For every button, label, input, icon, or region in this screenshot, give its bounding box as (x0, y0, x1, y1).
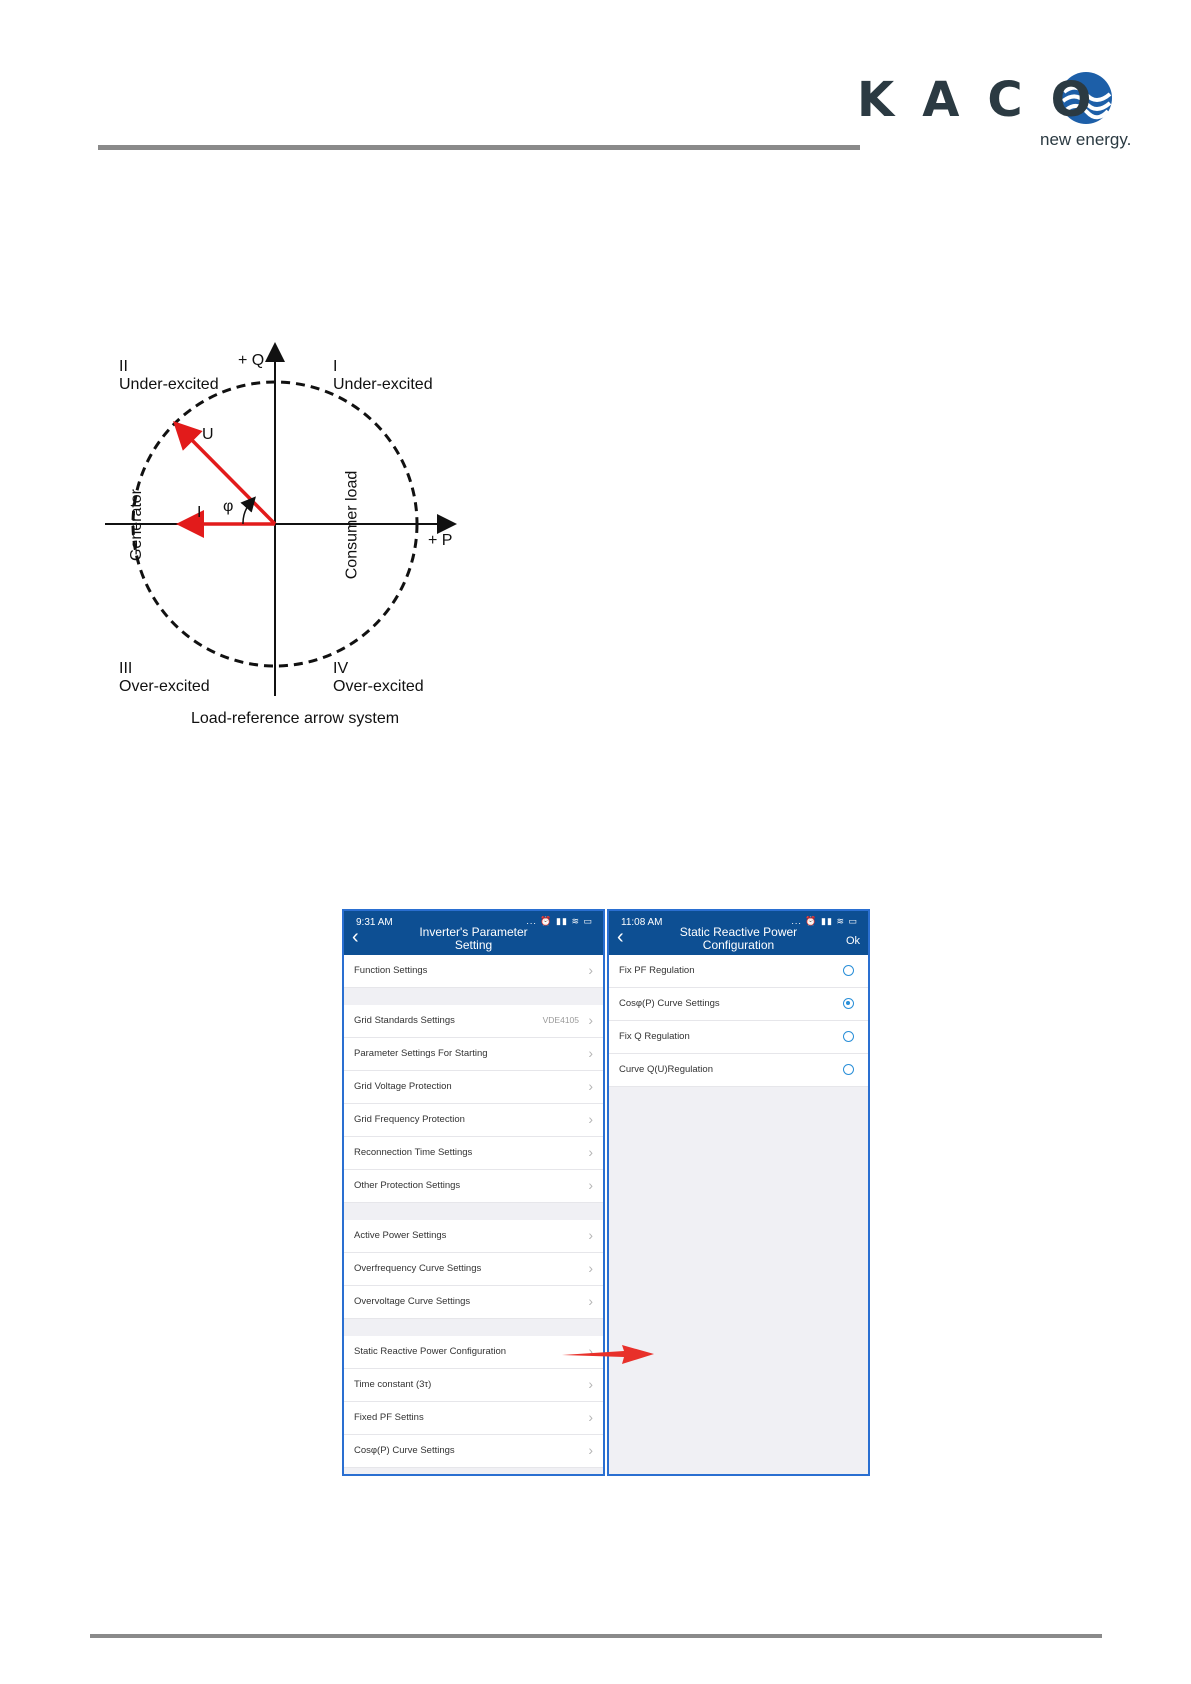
logo-text: KACO (857, 72, 1120, 128)
option-label: Cosφ(P) Curve Settings (619, 998, 720, 1009)
screen-title-line2: Configuration (702, 938, 775, 952)
settings-item-grid-voltage[interactable] (344, 1071, 603, 1104)
settings-item-function[interactable] (344, 955, 603, 988)
radio-icon[interactable] (843, 1031, 854, 1042)
radio-selected-icon[interactable] (843, 998, 854, 1009)
chevron-right-icon: › (588, 1343, 593, 1359)
phone-screen-parameter-setting (342, 909, 605, 1476)
consumer-load-label: Consumer load (343, 470, 361, 580)
settings-item-value: VDE4105 (542, 1015, 579, 1025)
settings-item-label: Parameter Settings For Starting (354, 1048, 488, 1059)
section-gap (344, 988, 603, 1005)
diagram-caption: Load-reference arrow system (191, 710, 400, 727)
settings-item-label: Overfrequency Curve Settings (354, 1263, 482, 1274)
chevron-right-icon: › (588, 1012, 593, 1028)
settings-item-label: Fixed PF Settins (354, 1412, 424, 1423)
settings-item-grid-standards[interactable] (344, 1005, 603, 1038)
settings-item-label: Reconnection Time Settings (354, 1147, 473, 1158)
option-cosphi-curve[interactable] (609, 988, 868, 1021)
status-time: 9:31 AM (356, 917, 393, 928)
chevron-right-icon: › (588, 1078, 593, 1094)
screen-title-line1: Inverter's Parameter (419, 925, 528, 939)
phasor-diagram (95, 340, 475, 740)
settings-item-label: Grid Frequency Protection (354, 1114, 465, 1125)
section-gap (344, 1203, 603, 1220)
settings-item-other-protection[interactable] (344, 1170, 603, 1203)
settings-item-label: Function Settings (354, 965, 428, 976)
status-time: 11:08 AM (621, 917, 663, 928)
options-list (609, 955, 868, 1087)
axis-p-label: + P (428, 532, 453, 549)
vector-u-label: U (202, 426, 214, 443)
radio-icon[interactable] (843, 1064, 854, 1075)
chevron-right-icon: › (588, 1045, 593, 1061)
chevron-right-icon: › (588, 1376, 593, 1392)
chevron-right-icon: › (588, 1293, 593, 1309)
screen-title (649, 926, 828, 952)
app-header (344, 911, 603, 955)
generator-label: Generator (128, 488, 146, 562)
chevron-right-icon: › (588, 1260, 593, 1276)
footer-rule (90, 1634, 1102, 1638)
chevron-right-icon: › (588, 1442, 593, 1458)
settings-item-cosphi-curve[interactable] (344, 1435, 603, 1468)
back-icon[interactable]: ‹ (352, 926, 359, 948)
phone-screen-static-reactive-power (607, 909, 870, 1476)
settings-item-starting[interactable] (344, 1038, 603, 1071)
axis-q-label: + Q (238, 352, 265, 369)
status-icons: ... ⏰ ▮▮ ≋ ▭ (526, 916, 593, 926)
chevron-right-icon: › (588, 1409, 593, 1425)
settings-item-overfrequency[interactable] (344, 1253, 603, 1286)
quadrant-2-numeral: II (119, 358, 128, 375)
settings-list (344, 955, 603, 1468)
phi-label: φ (223, 498, 234, 515)
settings-item-active-power[interactable] (344, 1220, 603, 1253)
option-label: Fix Q Regulation (619, 1031, 690, 1042)
option-label: Fix PF Regulation (619, 965, 695, 976)
ok-button[interactable]: Ok (845, 935, 860, 947)
quadrant-2-label: Under-excited (119, 376, 219, 393)
settings-item-overvoltage[interactable] (344, 1286, 603, 1319)
option-fix-pf[interactable] (609, 955, 868, 988)
settings-item-label: Static Reactive Power Configuration (354, 1346, 507, 1357)
settings-item-label: Grid Standards Settings (354, 1015, 455, 1026)
quadrant-1-numeral: I (333, 358, 338, 375)
quadrant-3-label: Over-excited (119, 678, 210, 695)
settings-item-label: Other Protection Settings (354, 1180, 461, 1191)
chevron-right-icon: › (588, 1177, 593, 1193)
screen-title-line2: Setting (454, 938, 493, 952)
settings-item-grid-frequency[interactable] (344, 1104, 603, 1137)
option-curve-qu[interactable] (609, 1054, 868, 1087)
settings-item-fixed-pf[interactable] (344, 1402, 603, 1435)
screen-title (384, 926, 563, 952)
quadrant-1-label: Under-excited (333, 376, 433, 393)
settings-item-time-constant[interactable] (344, 1369, 603, 1402)
chevron-right-icon: › (588, 1111, 593, 1127)
chevron-right-icon: › (588, 1227, 593, 1243)
settings-item-reconnection[interactable] (344, 1137, 603, 1170)
chevron-right-icon: › (588, 962, 593, 978)
back-icon[interactable]: ‹ (617, 926, 624, 948)
settings-item-label: Time constant (3τ) (354, 1379, 432, 1390)
screen-title-line1: Static Reactive Power (679, 925, 798, 939)
quadrant-3-numeral: III (119, 660, 133, 677)
option-label: Curve Q(U)Regulation (619, 1064, 713, 1075)
status-icons: ... ⏰ ▮▮ ≋ ▭ (791, 916, 858, 926)
phi-arc (243, 502, 251, 524)
chevron-right-icon: › (588, 1144, 593, 1160)
quadrant-4-numeral: IV (333, 660, 349, 677)
quadrant-4-label: Over-excited (333, 678, 424, 695)
vector-i-label: I (197, 504, 202, 521)
pointer-arrow-icon (562, 1342, 654, 1366)
settings-item-label: Active Power Settings (354, 1230, 447, 1241)
radio-icon[interactable] (843, 965, 854, 976)
settings-item-label: Overvoltage Curve Settings (354, 1296, 471, 1307)
option-fix-q[interactable] (609, 1021, 868, 1054)
app-header (609, 911, 868, 955)
section-gap (344, 1319, 603, 1336)
settings-item-label: Cosφ(P) Curve Settings (354, 1445, 455, 1456)
header-rule (98, 145, 860, 150)
logo-tagline: new energy. (1040, 130, 1132, 149)
settings-item-label: Grid Voltage Protection (354, 1081, 452, 1092)
